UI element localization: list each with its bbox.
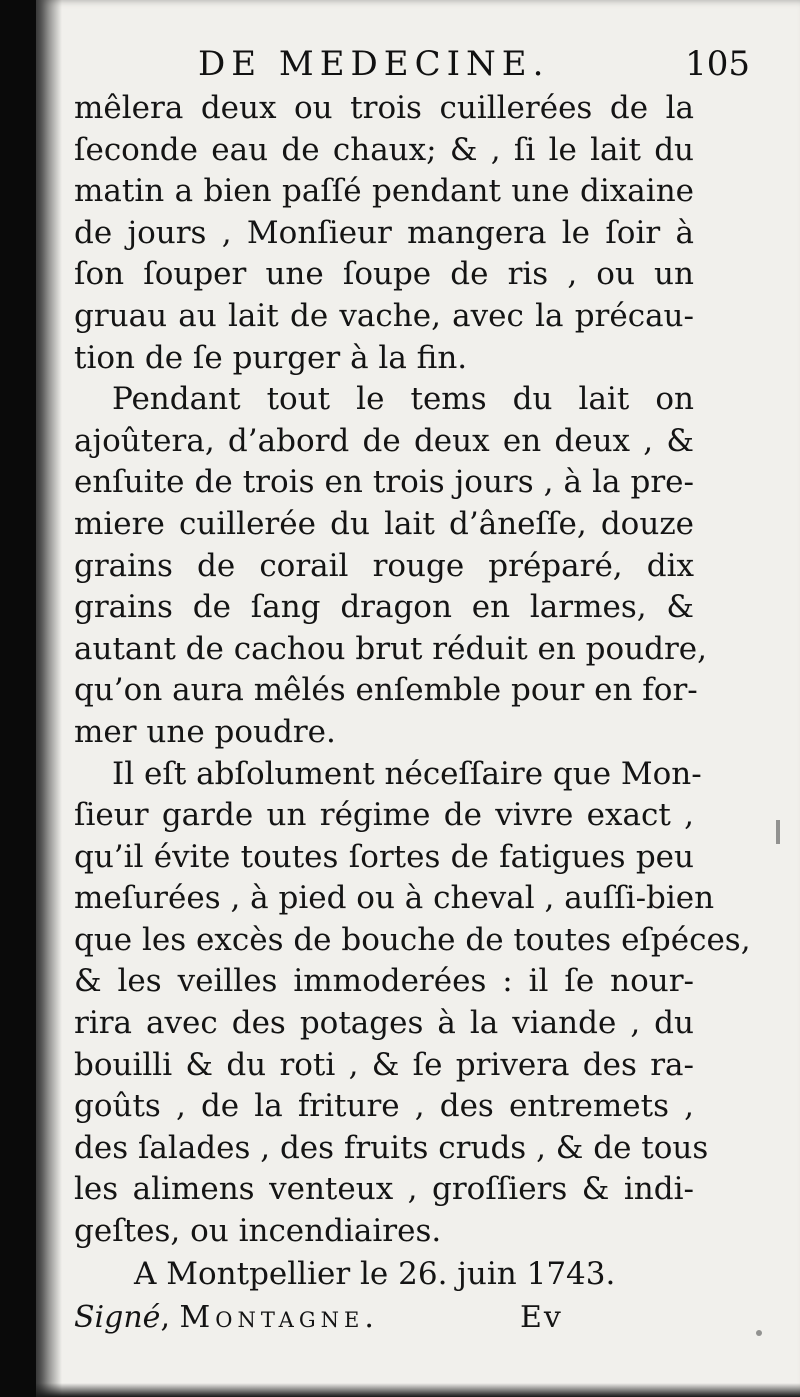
page-header: [150, 44, 760, 88]
text-line: les alimens venteux , groſſiers & indi-: [74, 1171, 694, 1208]
text-line: miere cuillerée du lait d’âneſſe, douze: [74, 505, 694, 542]
signature-separator: ,: [160, 1300, 180, 1335]
text-line: matin a bien paſſé pendant une dixaine: [74, 173, 694, 210]
place-date: A Montpellier le 26. juin 1743.: [134, 1256, 616, 1292]
text-line: meſurées , à pied ou à cheval , auſſi-bien: [74, 880, 715, 917]
text-line: goûts , de la friture , des entremets ,: [74, 1088, 694, 1125]
text-line: autant de cachou brut réduit en poudre,: [74, 630, 708, 667]
text-line: gruau au lait de vache, avec la précau-: [74, 297, 694, 334]
text-line: enſuite de trois en trois jours , à la pre-: [74, 464, 694, 501]
page-number: 105: [685, 44, 750, 84]
closing-line: [74, 1256, 702, 1298]
text-line: mer une poudre.: [74, 713, 336, 750]
text-line: bouilli & du roti , & ſe privera des ra-: [74, 1046, 694, 1083]
text-line: Il eſt abſolument néceſſaire que Mon-: [112, 755, 702, 792]
text-line: ſon ſouper une ſoupe de ris , ou un: [74, 256, 694, 293]
text-line: ſieur garde un régime de vivre exact ,: [74, 797, 694, 834]
signature-label: Signé: [74, 1300, 161, 1335]
text-line: tion de ſe purger à la fin.: [74, 339, 468, 376]
text-line: de jours , Monſieur mangera le ſoir à: [74, 214, 694, 251]
text-line: rira avec des potages à la viande , du: [74, 1005, 694, 1042]
bleed-mark: [776, 820, 780, 844]
text-line: grains de corail rouge préparé, dix: [74, 547, 694, 584]
running-title: DE MEDECINE.: [198, 44, 550, 84]
text-line: mêlera deux ou trois cuillerées de la: [74, 90, 694, 126]
signature: [74, 1300, 574, 1342]
body-text: [74, 88, 751, 1253]
text-line: que les excès de bouche de toutes eſpéces,: [74, 921, 751, 958]
text-line: Pendant tout le tems du lait on: [112, 381, 694, 418]
text-line: des ſalades , des fruits cruds , & de tous: [74, 1129, 709, 1166]
bleed-mark: [756, 1330, 762, 1336]
text-line: & les veilles immoderées : il ſe nour-: [74, 963, 694, 1000]
text-line: geſtes, ou incendiaires.: [74, 1213, 442, 1250]
text-line: qu’il évite toutes ſortes de fatigues peu: [74, 838, 694, 875]
catchword: Ev: [520, 1300, 563, 1335]
text-line: grains de ſang dragon en larmes, &: [74, 589, 694, 626]
text-line: ajoûtera, d’abord de deux en deux , &: [74, 422, 694, 459]
text-line: qu’on aura mêlés enſemble pour en for-: [74, 672, 698, 709]
text-line: ſeconde eau de chaux; & , ſi le lait du: [74, 131, 694, 168]
signature-name: Montagne.: [179, 1300, 379, 1335]
